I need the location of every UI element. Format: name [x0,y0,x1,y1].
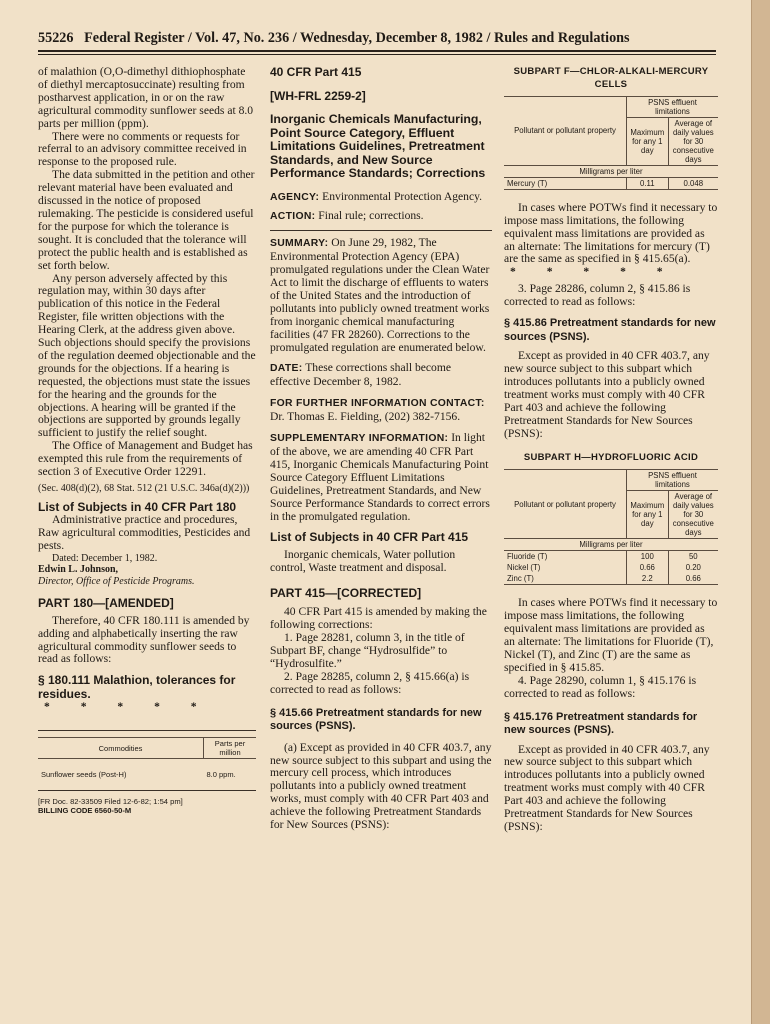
th-avg-2: Average of daily values for 30 consecutive days [668,491,718,539]
summary-text: On June 29, 1982, The Environmental Protection Agency (EPA) promulgated regulations under the Clean Water Act to limit the discharge of effluents to waters of the United States and the introduction of pollutants into publicly owned treatment works from inorganic chemical manufacturing facilities (47 FR 28260). Corrections to the promulgated regulation are enumerated below. [270,236,490,354]
paragraph-objections: Any person adversely affected by this regulation may, within 30 days after publication of this notice in the Federal Register, file written objections with the Hearing Clerk, at the address given above. Such objections should specify the provisions of the regulation deemed objectionable and the grounds for the objections. If a hearing is requested, the objections must state the issues for the hearing and the grounds for the objections. A hearing will be granted if the objections are supported by grounds legally sufficient to justify the relief sought. [38,271,256,440]
header-rule-thin [38,54,716,55]
volume-info: Vol. 47, No. 236 [195,30,290,46]
page-edge [751,0,770,1024]
th-units-2: Milligrams per liter [504,539,718,551]
contact-label: FOR FURTHER INFORMATION CONTACT: [270,398,485,410]
subjects-body-415: Inorganic chemicals, Water pollution control, Waste treatment and disposal. [270,547,456,574]
section-415-66-heading: § 415.66 Pretreatment standards for new sources (PSNS). [270,706,482,733]
row-fluoride-name: Fluoride (T) [504,551,627,563]
paragraph-data: The data submitted in the petition and other relevant material have been evaluated and discussed in the notice of proposed rulemaking. The pesticide is considered useful for the purpose for which the tolerance is sought. It is concluded that the tolerance will protect the public health and is established as set forth below. [38,168,255,272]
paragraph-comments: There were no comments or requests for referral to an advisory committee received in response to the proposed rule. [38,129,247,169]
row-zinc-name: Zinc (T) [504,573,627,585]
cfr-part: 40 CFR Part 415 [270,65,362,79]
th-max: Maximum for any 1 day [627,117,669,165]
tolerance-row-item: Sunflower seeds (Post-H) [41,770,127,780]
billing-code: BILLING CODE 6560-50-M [38,806,132,816]
tolerance-row-value: 8.0 ppm. [206,770,236,780]
column-2 [270,66,492,832]
row-fluoride-max: 100 [627,551,669,563]
date-text: These corrections shall become effective December 8, 1982. [270,361,452,389]
correction-item-1: 1. Page 28281, column 3, in the title of Subpart BF, change “Hydrosulfide” to “Hydrosulfite.” [270,631,465,670]
agency-label: AGENCY: [270,191,320,203]
tolerance-table [38,737,256,780]
correction-item-4: 4. Page 28290, column 1, § 415.176 is corrected to read as follows: [504,673,697,700]
row-nickel-name: Nickel (T) [504,562,627,573]
subjects-heading: List of Subjects in 40 CFR Part 180 [38,499,237,514]
action-label: ACTION: [270,211,316,223]
mercury-table [504,96,718,190]
issue-date: Wednesday, December 8, 1982 [299,30,483,46]
row-mercury-avg: 0.048 [668,177,718,189]
rule-title: Inorganic Chemicals Manufacturing, Point Source Category, Effluent Limitations Guidelines, Pretreatment Standards, and New Source Performance Standards; Corrections [270,112,486,180]
paragraph-intro: of malathion (O,O-dimethyl dithiophosphate of diethyl mercaptosuccinate) resulting from postharvest application, in or on the raw agricultural commodity sunflower seeds at 8.0 parts per million (ppm). [38,65,254,130]
table1-title: SUBPART F—CHLOR-ALKALI-MERCURY CELLS [513,66,709,90]
ellipsis-stars-2: * * * * * [510,265,677,279]
row-nickel-avg: 0.20 [668,562,718,573]
section-name: Rules and Regulations [493,30,630,46]
part-415-heading: PART 415—[CORRECTED] [270,585,422,600]
paragraph-415-176: Except as provided in 40 CFR 403.7, any new source subject to this subpart which introduces pollutants into a publicly owned treatment works must comply with 40 CFR Part 403 and achieve the following Pretreatment Standards for New Sources (PSNS): [504,742,710,833]
signer-name: Edwin L. Johnson, [38,564,119,576]
dated-line: Dated: December 1, 1982. [52,552,158,564]
th-psns: PSNS effluent limitations [627,96,719,117]
citation: (Sec. 408(d)(2), 68 Stat. 512 (21 U.S.C. 346a(d)(2))) [38,483,250,494]
supplementary-text: In light of the above, we are amending 40 CFR Part 415, Inorganic Chemicals Manufacturing Point Source Category Effluent Limitations Guidelines, Pretreatment Standards, and New Source Performance Standards to correct errors in the promulgated regulation. [270,431,490,523]
paragraph-415-86: Except as provided in 40 CFR 403.7, any new source subject to this subpart which introduces pollutants into a publicly owned treatment works must comply with 40 CFR Part 403 and achieve the following Pretreatment Standards for New Sources (PSNS): [504,349,710,440]
row-zinc-avg: 0.66 [668,573,718,585]
th-pollutant: Pollutant or pollutant property [504,96,627,165]
section-415-86-heading: § 415.86 Pretreatment standards for new sources (PSNS). [504,317,716,343]
action-text: Final rule; corrections. [318,209,424,223]
paragraph-mass-limits-2: In cases where POTWs find it necessary to impose mass limitations, the following equivalent mass limitations are provided as an alternate: The limitations for Fluoride (T), Nickel (T), and Zinc (T) are the same as specified in § 415.85. [504,596,718,674]
hydrofluoric-table [504,469,718,585]
summary-label: SUMMARY: [270,238,329,250]
row-nickel-max: 0.66 [627,562,669,573]
th-units: Milligrams per liter [504,165,718,177]
agency-text: Environmental Protection Agency. [322,189,483,203]
subjects-heading-415: List of Subjects in 40 CFR Part 415 [270,530,469,545]
correction-item-2: 2. Page 28285, column 2, § 415.66(a) is corrected to read as follows: [270,669,470,696]
header-rule [38,50,716,52]
th-max-2: Maximum for any 1 day [627,491,669,539]
row-zinc-max: 2.2 [627,573,669,585]
paragraph-mass-limits-1: In cases where POTWs find it necessary to impose mass limitations, the following equivalent mass limitations are provided as an alternate: The limitations for mercury (T) are the same as specified in § 415.65(a). [504,200,718,266]
supplementary-label: SUPPLEMENTARY INFORMATION: [270,433,449,445]
section-heading: § 180.111 Malathion, tolerances for residues. [38,673,236,701]
section-415-176-heading: § 415.176 Pretreatment standards for new sources (PSNS). [504,710,698,737]
th-ppm: Parts per million [204,738,257,759]
frl-number: [WH-FRL 2259-2] [270,88,366,103]
correction-item-3: 3. Page 28286, column 2, § 415.86 is corrected to read as follows: [504,282,691,309]
table2-title: SUBPART H—HYDROFLUORIC ACID [523,452,699,464]
column-3 [504,66,718,834]
column-1 [38,66,256,815]
fr-doc-note: [FR Doc. 82-33509 Filed 12-6-82; 1:54 pm] [38,797,183,807]
row-fluoride-avg: 50 [668,551,718,563]
th-psns-2: PSNS effluent limitations [627,470,719,491]
th-avg: Average of daily values for 30 consecutive days [668,117,718,165]
paragraph-amended: 40 CFR Part 415 is amended by making the following corrections: [270,605,487,632]
date-label: DATE: [270,363,303,375]
row-mercury-name: Mercury (T) [504,177,627,189]
publication-name: Federal Register [84,30,185,46]
signer-title: Director, Office of Pesticide Programs. [38,575,195,587]
row-mercury-max: 0.11 [627,177,669,189]
page-number: 55226 [38,30,74,46]
paragraph-omb: The Office of Management and Budget has exempted this rule from the requirements of section 3 of Executive Order 12291. [38,439,253,479]
part-heading: PART 180—[AMENDED] [38,596,174,611]
contact-text: Dr. Thomas E. Fielding, (202) 382-7156. [270,410,461,424]
subjects-body: Administrative practice and procedures, Raw agricultural commodities, Pesticides and pests. [38,513,251,552]
paragraph-415-66a: (a) Except as provided in 40 CFR 403.7, any new source subject to this subpart and using the mercury cell process, which introduces pollutants into a publicly owned treatment works, must comply with 40 CFR Part 403 and achieve the following Pretreatment Standards for New Sources (PSNS): [270,740,492,832]
th-commodities: Commodities [38,738,204,759]
page-header: 55226 Federal Register / Vol. 47, No. 236 / Wednesday, December 8, 1982 / Rules and Regulations [38,30,630,46]
th-pollutant-2: Pollutant or pollutant property [504,470,627,539]
paragraph-therefore: Therefore, 40 CFR 180.111 is amended by adding and alphabetically inserting the raw agricultural commodity sunflower seeds to read as follows: [38,613,250,666]
ellipsis-stars: * * * * * [44,700,211,714]
